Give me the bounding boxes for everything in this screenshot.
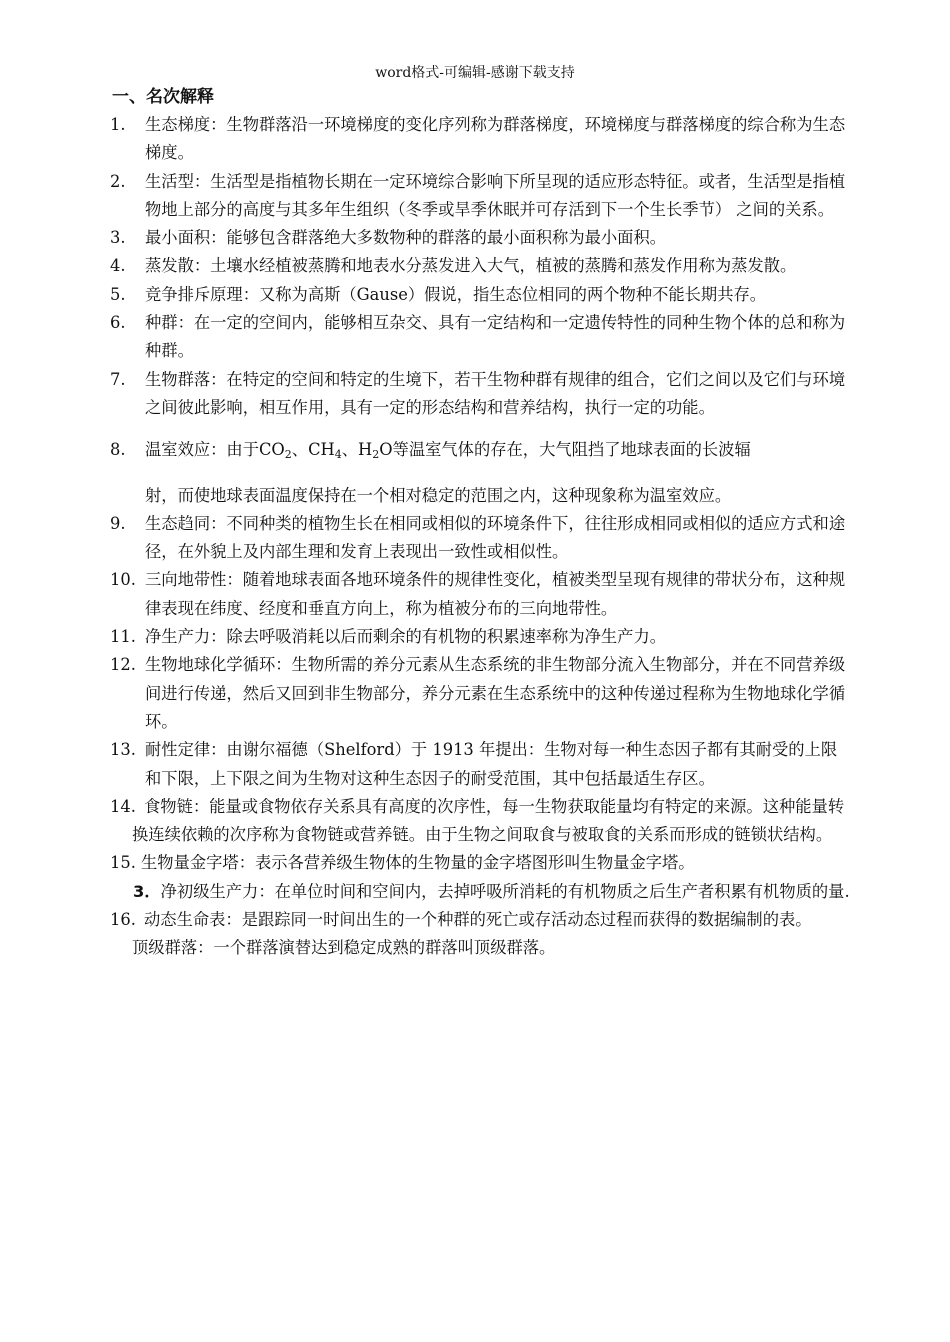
item-number: 6.: [110, 313, 126, 333]
item-text-line2: 射，而使地球表面温度保持在一个相对稳定的范围之内，这种现象称为温室效应。: [145, 485, 732, 505]
item-text: 净初级生产力：在单位时间和空间内，去掉呼吸所消耗的有机物质之后生产者积累有机物质的量.: [160, 881, 850, 901]
item-text: 种群：在一定的空间内，能够相互杂交、具有一定结构和一定遗传特性的同种生物个体的总和称为种群。: [145, 313, 846, 361]
definition-item-3: [110, 224, 850, 252]
definition-item-4: [110, 252, 850, 280]
subscript: 2: [284, 448, 292, 462]
item-number: 3．: [133, 881, 161, 901]
item-text: 生态趋同：不同种类的植物生长在相同或相似的环境条件下，往往形成相同或相似的适应方式和途径，在外貌上及内部生理和发育上表现出一致性或相似性。: [145, 513, 846, 562]
item-text: 生物群落：在特定的空间和特定的生境下，若干生物种群有规律的组合，它们之间以及它们与环境之间彼此影响，相互作用，具有一定的形态结构和营养结构，执行一定的功能。: [145, 369, 846, 417]
item-text: 动态生命表：是跟踪同一时间出生的一个种群的死亡或存活动态过程而获得的数据编制的表。: [144, 910, 812, 930]
subscript: 2: [372, 448, 380, 462]
item-text: 生活型：生活型是指植物长期在一定环境综合影响下所呈现的适应形态特征。或者，生活型是指植物地上部分的高度与其多年生组织（冬季或旱季休眠并可存活到下一个生长季节） 之间的关系。: [145, 171, 846, 219]
item-text-part: 、H: [341, 440, 373, 460]
item-number: 13.: [110, 740, 136, 760]
item-number: 16.: [110, 910, 136, 930]
definition-item-7: [110, 366, 850, 423]
item-text: 耐性定律：由谢尔福德（Shelford）于 1913 年提出：生物对每一种生态因子都有其耐受的上限和下限，上下限之间为生物对这种生态因子的耐受范围，其中包括最适生存区。: [145, 740, 838, 788]
section-title: 一、名次解释: [112, 87, 214, 107]
definition-item-16: [110, 906, 850, 934]
item-text: 最小面积：能够包含群落绝大多数物种的群落的最小面积称为最小面积。: [145, 228, 667, 248]
item-text: 食物链：能量或食物依存关系具有高度的次序性，每一生物获取能量均有特定的来源。这种能量转换连续依赖的次序称为食物链或营养链。由于生物之间取食与被取食的关系而形成的链锁状结构。: [132, 796, 845, 845]
item-number: 2.: [110, 171, 126, 191]
item-text-line1: [145, 436, 850, 464]
page-header: word格式-可编辑-感谢下载支持: [375, 65, 575, 81]
item-number: 4.: [110, 256, 126, 276]
item-text: 生态梯度：生物群落沿一环境梯度的变化序列称为群落梯度，环境梯度与群落梯度的综合称为生态梯度。: [145, 115, 846, 163]
definition-item-10: [110, 566, 850, 623]
item-number: 8.: [110, 440, 126, 460]
subscript: 4: [334, 448, 342, 462]
item-number: 12.: [110, 655, 136, 675]
item-number: 15.: [110, 853, 136, 873]
definition-item-2: [110, 168, 850, 225]
item-number: 5.: [110, 284, 126, 304]
definition-item-13: [110, 736, 850, 793]
item-number: 14.: [110, 796, 136, 816]
definition-item-5: [110, 281, 850, 309]
item-number: 7.: [110, 369, 126, 389]
item-number: 3.: [110, 228, 126, 248]
document-body: [110, 84, 850, 963]
item-number: 10.: [110, 570, 136, 590]
item-text: 竞争排斥原理：又称为高斯（Gause）假说，指生态位相同的两个物种不能长期共存。: [145, 284, 767, 304]
definition-item-net-primary-productivity: [110, 878, 850, 906]
definition-item-14: [110, 793, 850, 850]
definition-item-8: [110, 436, 850, 510]
definition-item-climax-community: 顶级群落：一个群落演替达到稳定成熟的群落叫顶级群落。: [132, 938, 556, 958]
item-text: 净生产力：除去呼吸消耗以后而剩余的有机物的积累速率称为净生产力。: [145, 627, 667, 647]
item-text-part: O等温室气体的存在，大气阻挡了地球表面的长波辐: [379, 440, 751, 460]
definition-item-15: [110, 849, 850, 877]
item-text: 蒸发散：土壤水经植被蒸腾和地表水分蒸发进入大气，植被的蒸腾和蒸发作用称为蒸发散。: [145, 256, 797, 276]
definition-item-9: [110, 510, 850, 567]
item-number: 9.: [110, 513, 126, 533]
definition-item-11: [110, 623, 850, 651]
definition-item-12: [110, 651, 850, 736]
item-text-part: 、CH: [291, 440, 335, 460]
item-text: 三向地带性：随着地球表面各地环境条件的规律性变化，植被类型呈现有规律的带状分布，这种规律表现在纬度、经度和垂直方向上，称为植被分布的三向地带性。: [145, 570, 846, 618]
item-number: 1.: [110, 115, 126, 134]
definition-item-6: [110, 309, 850, 366]
item-text: 生物量金字塔：表示各营养级生物体的生物量的金字塔图形叫生物量金字塔。: [141, 853, 695, 873]
item-number: 11.: [110, 627, 136, 647]
item-text: 生物地球化学循环：生物所需的养分元素从生态系统的非生物部分流入生物部分，并在不同营养级间进行传递，然后又回到非生物部分，养分元素在生态系统中的这种传递过程称为生物地球化学循环。: [145, 655, 846, 731]
definition-item-1: [110, 111, 850, 168]
item-text-part: 温室效应：由于CO: [145, 440, 285, 460]
